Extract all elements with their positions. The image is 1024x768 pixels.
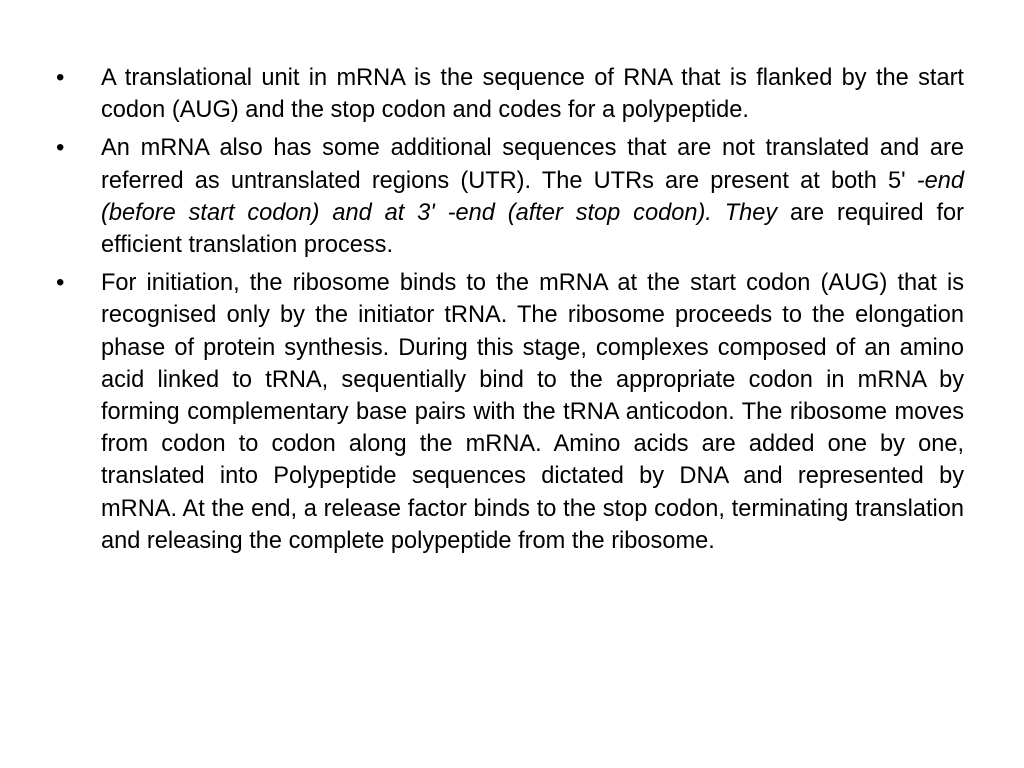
bullet-icon: • [56,269,65,297]
bullet-item-translational-unit [56,62,964,126]
bullet-item-utr [56,132,964,261]
bullet-text: An mRNA also has some additional sequences that are not translated and are referred as untranslated regions (UTR). The UTRs are present at both 5' [101,135,964,194]
bullet-text: For initiation, the ribosome binds to the mRNA at the start codon (AUG) that is recognised only by the initiator tRNA. The ribosome proceeds to the elongation phase of protein synthesis. During this stage, complexes composed of an amino acid linked to tRNA, sequentially bind to the appropriate codon in mRNA by forming complementary base pairs with the tRNA anticodon. The ribosome moves from codon to codon along the mRNA. Amino acids are added one by one, translated into Polypeptide sequences dictated by DNA and represented by mRNA. At the end, a release factor binds to the stop codon, terminating translation and releasing the complete polypeptide from the ribosome. [101,270,964,554]
bullet-text-end: are required for efficient translation process. [101,199,964,259]
bullet-icon: • [56,134,65,162]
bullet-text: A translational unit in mRNA is the sequence of RNA that is flanked by the start codon (AUG) and the stop codon and codes for a polypeptide. [101,65,964,124]
bullet-text-italic: -end (before start codon) and at 3' -end (after stop codon). They [101,167,965,226]
bullet-list [56,62,964,563]
bullet-item-initiation [56,267,964,557]
bullet-icon: • [56,64,65,91]
